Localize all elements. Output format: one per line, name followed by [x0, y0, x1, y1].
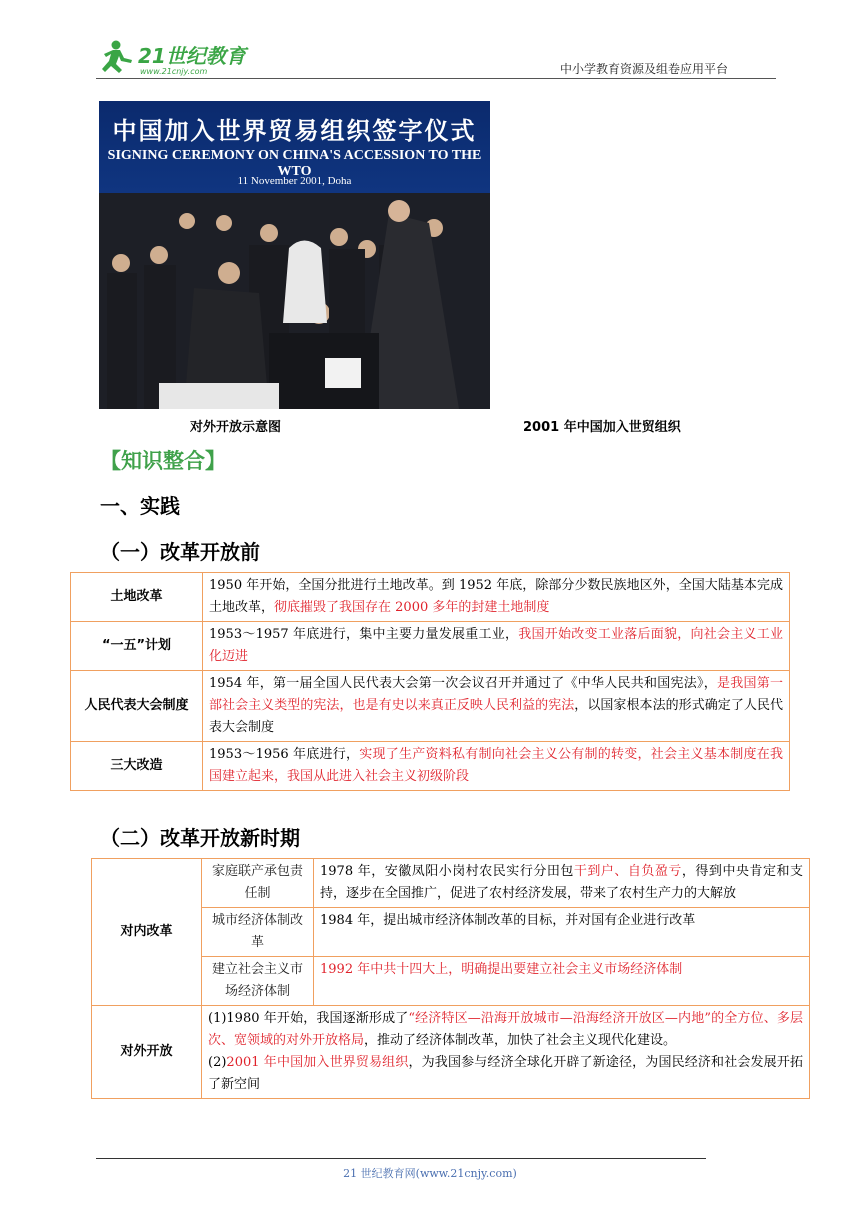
body-text: 1953～1956 年底进行，: [209, 747, 360, 762]
table-row: [71, 671, 790, 742]
before-reform-table: [70, 572, 790, 791]
body-text: 1984 年，提出城市经济体制改革的目标，并对国有企业进行改革: [320, 913, 696, 928]
key-point-text: 彻底摧毁了我国存在 2000 多年的封建土地制度: [274, 600, 550, 615]
key-point-text: 我国开始改变工业落后面貌，向社会主义工业化迈进: [209, 627, 783, 664]
topic-content: [203, 622, 790, 671]
reform-item-label: 家庭联产承包责任制: [202, 859, 314, 908]
key-point-text: 干到户、自负盈亏: [573, 864, 682, 879]
logo-url: www.21cnjy.com: [140, 67, 208, 76]
new-era-heading: （二）改革开放新时期: [100, 826, 300, 850]
platform-name: 中小学教育资源及组卷应用平台: [560, 62, 729, 76]
reform-item-content: [314, 957, 810, 1006]
key-point-text: 1992 年中共十四大上，明确提出要建立社会主义市场经济体制: [320, 962, 683, 977]
reform-item-content: [314, 908, 810, 957]
practice-heading: 一、实践: [100, 494, 180, 518]
opening-up-item: [208, 1052, 803, 1096]
topic-content: [203, 671, 790, 742]
key-point-text: “经济特区—沿海开放城市—沿海经济开放区—内地”的全方位、多层次、宽领域的对外开放格局: [208, 1011, 803, 1048]
body-text: ，以国家根本法的形式确定了人民代表大会制度: [209, 698, 783, 735]
table-row: [92, 859, 810, 908]
table-row: [71, 573, 790, 622]
footer-divider: [96, 1158, 706, 1159]
topic-label: 三大改造: [71, 742, 203, 791]
opening-up-content: [202, 1006, 810, 1099]
topic-label: 土地改革: [71, 573, 203, 622]
before-reform-heading: （一）改革开放前: [100, 540, 260, 564]
reform-item-label: 建立社会主义市场经济体制: [202, 957, 314, 1006]
body-text: 1978 年，安徽凤阳小岗村农民实行分田包: [320, 864, 574, 879]
body-text: 1950 年开始，全国分批进行土地改革。到 1952 年底，除部分少数民族地区外，全国大陆基本完成土地改革，: [209, 578, 783, 615]
topic-label: 人民代表大会制度: [71, 671, 203, 742]
caption-wto: 2001 年中国加入世贸组织: [523, 420, 681, 435]
opening-up-item: [208, 1008, 803, 1052]
site-logo: [96, 36, 256, 78]
opening-up-label: 对外开放: [92, 1006, 202, 1099]
logo-text: 21世纪教育: [138, 44, 246, 68]
caption-open-map: 对外开放示意图: [190, 420, 282, 435]
topic-content: [203, 742, 790, 791]
body-text: (1)1980 年开始，我国逐渐形成了: [208, 1011, 409, 1026]
reform-item-content: [314, 859, 810, 908]
key-point-text: 实现了生产资料私有制向社会主义公有制的转变，社会主义基本制度在我国建立起来，我国从此进入社会主义初级阶段: [209, 747, 783, 784]
photo-banner-date: 11 November 2001, Doha: [237, 175, 352, 187]
new-era-table: [91, 858, 810, 1099]
topic-label: “一五”计划: [71, 622, 203, 671]
body-text: ，推动了经济体制改革，加快了社会主义现代化建设。: [364, 1033, 677, 1048]
photo-banner-subtitle: SIGNING CEREMONY ON CHINA'S ACCESSION TO THE WTO: [107, 148, 482, 179]
body-text: ，为我国参与经济全球化开辟了新途径，为国民经济和社会发展开拓了新空间: [208, 1055, 803, 1092]
key-point-text: 是我国第一部社会主义类型的宪法，也是有史以来真正反映人民利益的宪法: [209, 676, 783, 713]
body-text: (2): [208, 1055, 227, 1070]
wto-signing-photo: [99, 101, 490, 409]
table-row: [92, 1006, 810, 1099]
body-text: 1954 年，第一届全国人民代表大会第一次会议召开并通过了《中华人民共和国宪法》，: [209, 676, 717, 691]
internal-reform-label: 对内改革: [92, 859, 202, 1006]
topic-content: [203, 573, 790, 622]
photo-banner-title: 中国加入世界贸易组织签字仪式: [112, 116, 477, 145]
table-row: [71, 742, 790, 791]
table-row: [71, 622, 790, 671]
ceremony-scene: [99, 193, 490, 409]
body-text: 1953～1957 年底进行，集中主要力量发展重工业，: [209, 627, 519, 642]
header-divider: [96, 78, 776, 79]
body-text: ，得到中央肯定和支持，逐步在全国推广，促进了农村经济发展，带来了农村生产力的大解放: [320, 864, 803, 901]
knowledge-integration-heading: 【知识整合】: [100, 449, 226, 473]
key-point-text: 2001 年中国加入世界贸易组织: [226, 1055, 409, 1070]
footer-source: 21 世纪教育网(www.21cnjy.com): [343, 1167, 517, 1180]
reform-item-label: 城市经济体制改革: [202, 908, 314, 957]
